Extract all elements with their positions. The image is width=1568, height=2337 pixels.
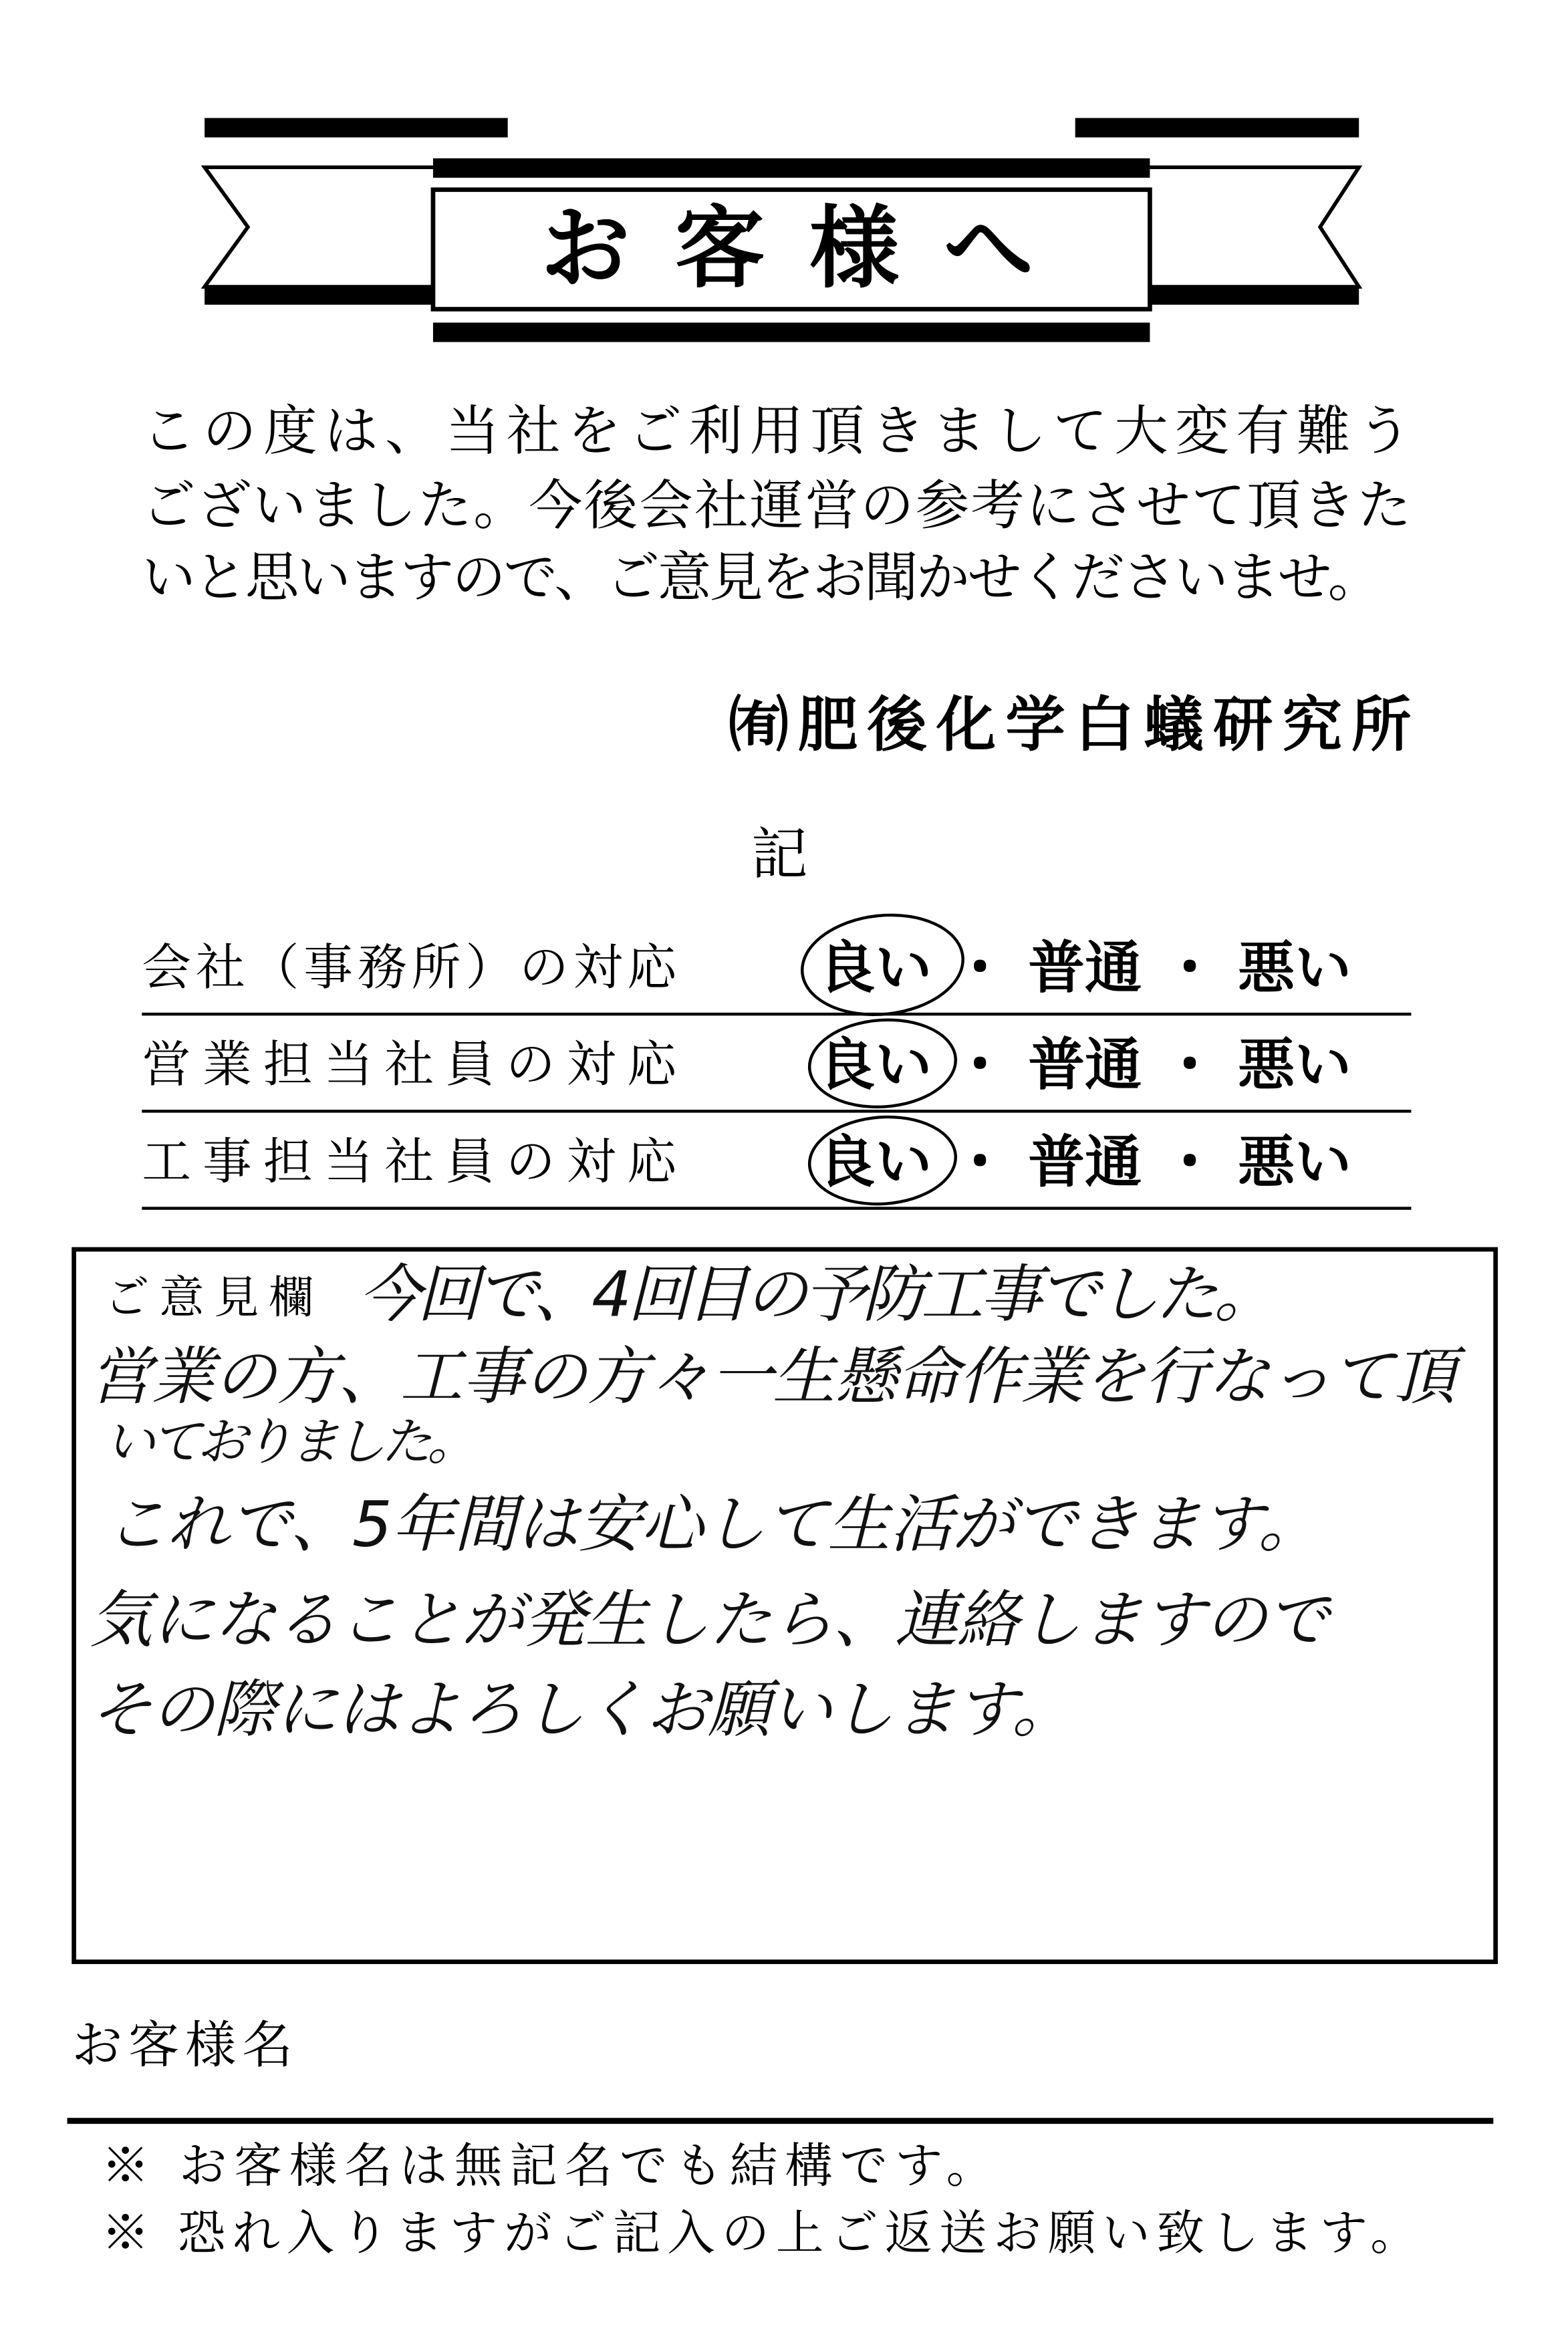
- intro-line-text: この度は、当社をご利用頂きまして大変有難う: [142, 402, 1418, 463]
- selection-circle: [795, 906, 969, 1024]
- handwritten-comment-text: その際にはよろしくお願いします。: [90, 1673, 1074, 1746]
- intro-line: [142, 400, 1418, 466]
- intro-line: [142, 475, 1411, 541]
- rating-separator: ・: [951, 1030, 1009, 1098]
- intro-line-text: いと思いますので、ご意見をお聞かせくださいませ。: [142, 547, 1380, 610]
- rating-option-good: 良い: [818, 933, 932, 1001]
- rating-row-divider: [142, 1110, 1411, 1112]
- rating-separator: ・: [951, 933, 1009, 1001]
- rating-separator: ・: [1161, 933, 1218, 1001]
- handwritten-comment-text: 営業の方、工事の方々一生懸命作業を行なって頂: [90, 1340, 1456, 1413]
- rating-option-good: 良い: [818, 1030, 932, 1098]
- handwritten-comment-text: 今回で、4回目の予防工事でした。: [358, 1257, 1273, 1331]
- rating-option-bad: 悪い: [1238, 1127, 1351, 1195]
- selection-circle: [805, 1013, 960, 1113]
- rating-option-bad: 悪い: [1238, 933, 1351, 1001]
- handwritten-comment-text: 気になることが発生したら、連絡しますので: [90, 1583, 1329, 1656]
- rating-options: [818, 1129, 1351, 1195]
- intro-line: [142, 547, 1381, 612]
- rating-options: [818, 1032, 1351, 1098]
- handwritten-comment-line: [104, 1486, 1321, 1564]
- rating-label-text: 会社（事務所）の対応: [142, 938, 682, 997]
- customer-name-label: [72, 2013, 299, 2079]
- handwritten-comment-line: [90, 1670, 1075, 1751]
- rating-row: [142, 935, 1411, 1001]
- banner-center-top-bar: [433, 158, 1150, 178]
- page-title: [540, 194, 1079, 304]
- rating-separator: ・: [1161, 1127, 1218, 1195]
- rating-option-average: 普通: [1028, 1030, 1142, 1098]
- record-heading: 記: [751, 821, 808, 888]
- handwritten-comment-line: [90, 1337, 1456, 1418]
- rating-label: [142, 1032, 688, 1098]
- rating-label: [142, 1129, 688, 1195]
- rating-label-text: 営業担当社員の対応: [142, 1035, 688, 1094]
- comment-label: [104, 1269, 324, 1329]
- rating-option-good: 良い: [818, 1127, 932, 1195]
- rating-label: [142, 935, 682, 1001]
- page-title-text: お客様へ: [540, 197, 1079, 302]
- rating-row-divider: [142, 1207, 1411, 1209]
- selection-circle: [805, 1110, 960, 1210]
- handwritten-comment-line: [358, 1257, 1277, 1332]
- footnote-text: ※ お客様名は無記名でも結構です。: [101, 2137, 1002, 2195]
- rating-option-average: 普通: [1028, 1127, 1142, 1195]
- rating-separator: ・: [951, 1127, 1009, 1195]
- banner-center-bottom-bar: [433, 323, 1150, 342]
- company-name: [729, 690, 1421, 761]
- banner-top-left-bar: [205, 118, 508, 138]
- title-banner: [0, 0, 1568, 374]
- rating-row-divider: [142, 1013, 1411, 1015]
- banner-top-right-bar: [1075, 118, 1359, 138]
- handwritten-comment-text: いておりました。: [104, 1412, 473, 1473]
- rating-row: [142, 1129, 1411, 1195]
- handwritten-comment-line: [90, 1580, 1329, 1661]
- customer-name-line: [68, 2118, 1494, 2124]
- company-name-text: ㈲肥後化学白蟻研究所: [729, 691, 1421, 761]
- intro-line-text: ございました。今後会社運営の参考にさせて頂きた: [142, 476, 1413, 538]
- rating-row: [142, 1032, 1411, 1098]
- handwritten-comment-text: これで、5年間は安心して生活ができます。: [104, 1487, 1321, 1561]
- banner-left-bottom-bar: [205, 287, 433, 305]
- handwritten-comment-line: [104, 1408, 478, 1477]
- footnote: [101, 2203, 1425, 2263]
- banner-right-bottom-bar: [1150, 287, 1359, 305]
- rating-option-average: 普通: [1028, 933, 1142, 1001]
- rating-separator: ・: [1161, 1030, 1218, 1098]
- customer-name-label-text: お客様名: [72, 2016, 299, 2076]
- banner-right-tail: [1150, 167, 1359, 287]
- footnote: [101, 2136, 1002, 2195]
- rating-label-text: 工事担当社員の対応: [142, 1132, 688, 1191]
- comment-label-text: ご意見欄: [104, 1272, 324, 1325]
- footnote-text: ※ 恐れ入りますがご記入の上ご返送お願い致します。: [101, 2204, 1425, 2261]
- rating-options: [818, 935, 1351, 1001]
- rating-option-bad: 悪い: [1238, 1030, 1351, 1098]
- banner-left-tail: [205, 167, 433, 287]
